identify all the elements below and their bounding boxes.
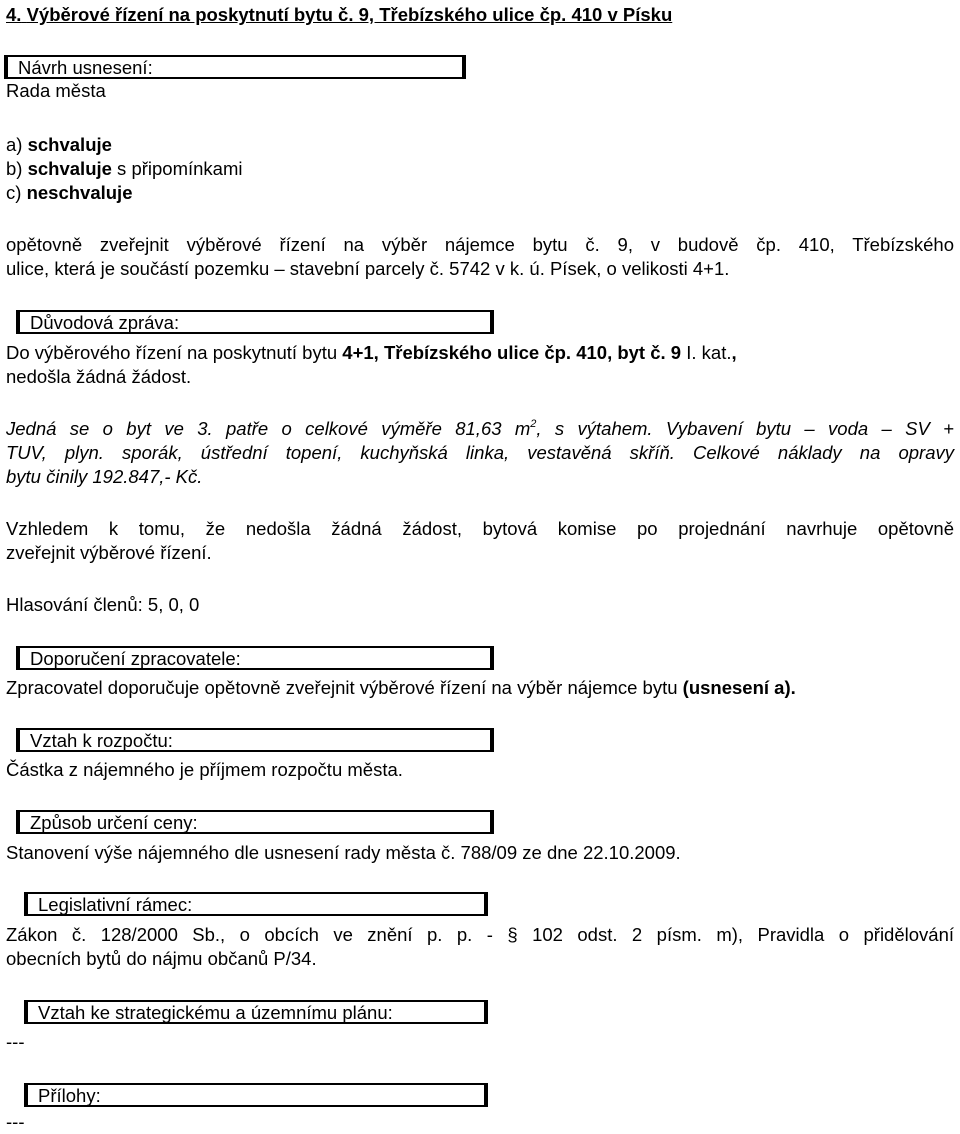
strategy-text: --- — [6, 1031, 25, 1052]
report-p2-line1: Jedná se o byt ve 3. patře o celkové výměře 81,63 $m^2$, s výtahem. Vybavení bytu – voda – SV + — [6, 418, 954, 439]
prilohy-header-label: Přílohy: — [38, 1085, 101, 1106]
recommendation-text: Zpracovatel doporučuje opětovně zveřejnit výběrové řízení na výběr nájemce bytu (usnesení a). — [6, 677, 796, 698]
report-p2-line2: TUV, plyn. sporák, ústřední topení, kuchyňská linka, vestavěná skříň. Celkové náklady na opravy — [6, 442, 954, 463]
section-header-cena — [16, 810, 494, 834]
legislativa-header-label: Legislativní rámec: — [38, 894, 193, 915]
legislation-line1: Zákon č. 128/2000 Sb., o obcích ve znění p. p. - § 102 odst. 2 písm. m), Pravidla o přidělování — [6, 924, 954, 945]
option-c: c) neschvaluje — [6, 182, 133, 203]
legislation-line2: obecních bytů do nájmu občanů P/34. — [6, 948, 317, 969]
section-header-doporuceni — [16, 646, 494, 670]
item-number: 4. — [6, 4, 22, 25]
report-p3-line1: Vzhledem k tomu, že nedošla žádná žádost, bytová komise po projednání navrhuje opětovně — [6, 518, 954, 539]
item-title-text: Výběrové řízení na poskytnutí bytu č. 9, Třebízského ulice čp. 410 v Písku — [26, 4, 673, 25]
voting-result: Hlasování členů: 5, 0, 0 — [6, 594, 200, 615]
price-text: Stanovení výše nájemného dle usnesení rady města č. 788/09 ze dne 22.10.2009. — [6, 842, 681, 863]
duvodova-header-label: Důvodová zpráva: — [30, 312, 180, 333]
option-a: a) schvaluje — [6, 134, 112, 155]
resolution-text-line2: ulice, která je součástí pozemku – stavební parcely č. 5742 v k. ú. Písek, o velikosti 4+1. — [6, 258, 730, 279]
section-header-legislativa — [24, 892, 488, 916]
section-header-strategie — [24, 1000, 488, 1024]
section-header-rozpocet — [16, 728, 494, 752]
attachments-text: --- — [6, 1111, 25, 1132]
section-header-navrh — [4, 55, 466, 79]
report-p3-line2: zveřejnit výběrové řízení. — [6, 542, 212, 563]
rozpocet-header-label: Vztah k rozpočtu: — [30, 730, 173, 751]
section-header-prilohy — [24, 1083, 488, 1107]
resolution-text-line1: opětovně zveřejnit výběrové řízení na výběr nájemce bytu č. 9, v budově čp. 410, Třebízského — [6, 234, 954, 255]
section-header-duvodova — [16, 310, 494, 334]
option-b: b) schvaluje s připomínkami — [6, 158, 243, 179]
item-title — [6, 3, 672, 27]
cena-header-label: Způsob určení ceny: — [30, 812, 198, 833]
navrh-header-label: Návrh usnesení: — [18, 57, 153, 78]
report-p1-line1: Do výběrového řízení na poskytnutí bytu 4+1, Třebízského ulice čp. 410, byt č. 9 I. kat., — [6, 342, 737, 363]
report-p1-line2: nedošla žádná žádost. — [6, 366, 192, 387]
doporuceni-header-label: Doporučení zpracovatele: — [30, 648, 241, 669]
strategie-header-label: Vztah ke strategickému a územnímu plánu: — [38, 1002, 393, 1023]
budget-text: Částka z nájemného je příjmem rozpočtu města. — [6, 759, 403, 780]
council-name: Rada města — [6, 80, 106, 101]
report-p2-line3: bytu činily 192.847,- Kč. — [6, 466, 203, 487]
